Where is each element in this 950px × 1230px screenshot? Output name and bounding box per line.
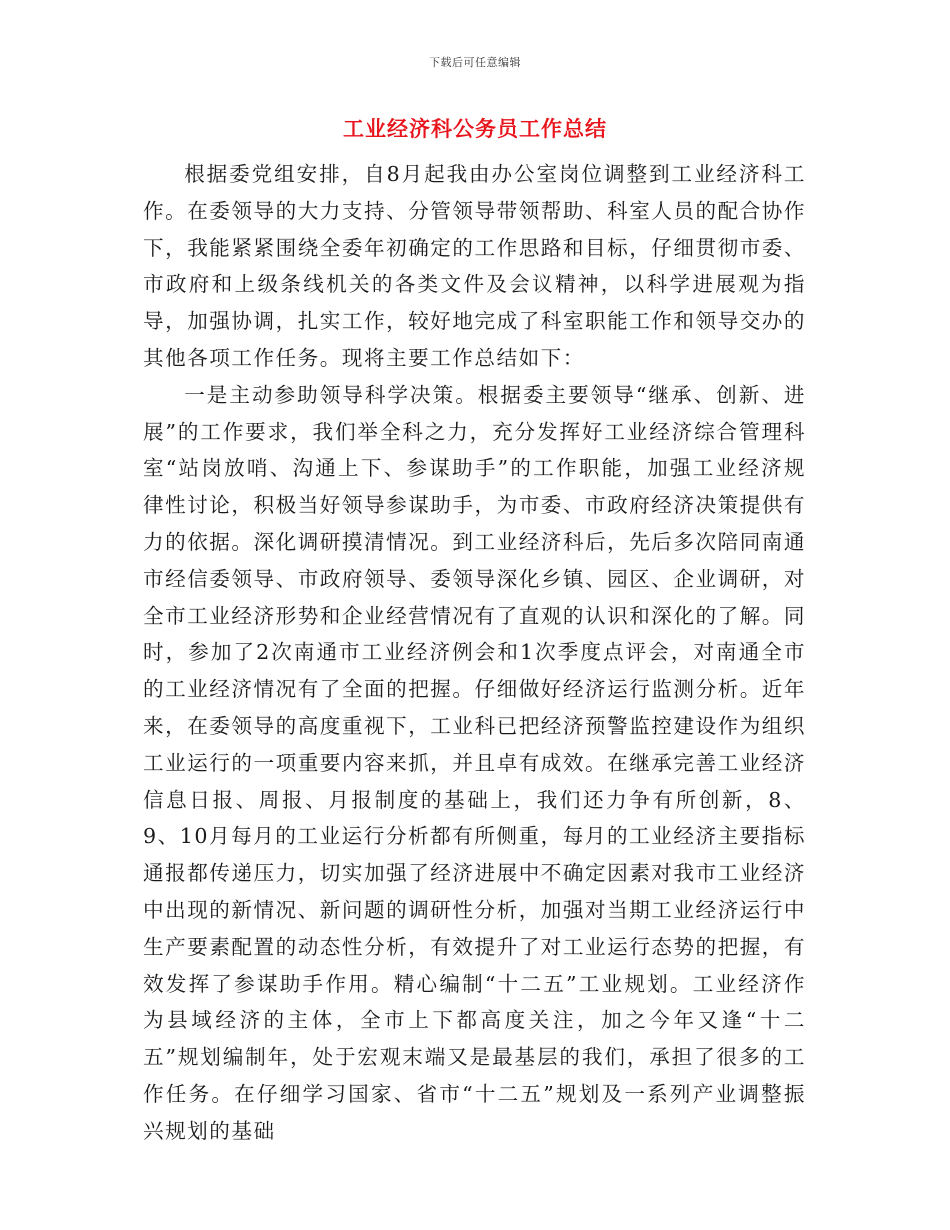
- document-body: [143, 156, 806, 1150]
- paragraph-intro: 根据委党组安排，自8月起我由办公室岗位调整到工业经济科工作。在委领导的大力支持、分管领导带领帮助、科室人员的配合协作下，我能紧紧围绕全委年初确定的工作思路和目标，仔细贯彻市委、市政府和上级条线机关的各类文件及会议精神，以科学进展观为指导，加强协调，扎实工作，较好地完成了科室职能工作和领导交办的其他各项工作任务。现将主要工作总结如下：: [143, 162, 806, 370]
- paragraph-point-one: 一是主动参助领导科学决策。根据委主要领导“继承、创新、进展”的工作要求，我们举全科之力，充分发挥好工业经济综合管理科室“站岗放哨、沟通上下、参谋助手”的工作职能，加强工业经济规律性讨论，积极当好领导参谋助手，为市委、市政府经济决策提供有力的依据。深化调研摸清情况。到工业经济科后，先后多次陪同南通市经信委领导、市政府领导、委领导深化乡镇、园区、企业调研，对全市工业经济形势和企业经营情况有了直观的认识和深化的了解。同时，参加了2次南通市工业经济例会和1次季度点评会，对南通全市的工业经济情况有了全面的把握。仔细做好经济运行监测分析。近年来，在委领导的高度重视下，工业科已把经济预警监控建设作为组织工业运行的一项重要内容来抓，并且卓有成效。在继承完善工业经济信息日报、周报、月报制度的基础上，我们还力争有所创新，8、9、10月每月的工业运行分析都有所侧重，每月的工业经济主要指标通报都传递压力，切实加强了经济进展中不确定因素对我市工业经济中出现的新情况、新问题的调研性分析，加强对当期工业经济运行中生产要素配置的动态性分析，有效提升了对工业运行态势的把握，有效发挥了参谋助手作用。精心编制“十二五”工业规划。工业经济作为县域经济的主体，全市上下都高度关注，加之今年又逢“十二五”规划编制年，处于宏观末端又是最基层的我们，承担了很多的工作任务。在仔细学习国家、省市“十二五”规划及一系列产业调整振兴规划的基础: [143, 382, 806, 1143]
- header-note: 下载后可任意编辑: [429, 56, 521, 69]
- document-title: 工业经济科公务员工作总结: [343, 116, 607, 141]
